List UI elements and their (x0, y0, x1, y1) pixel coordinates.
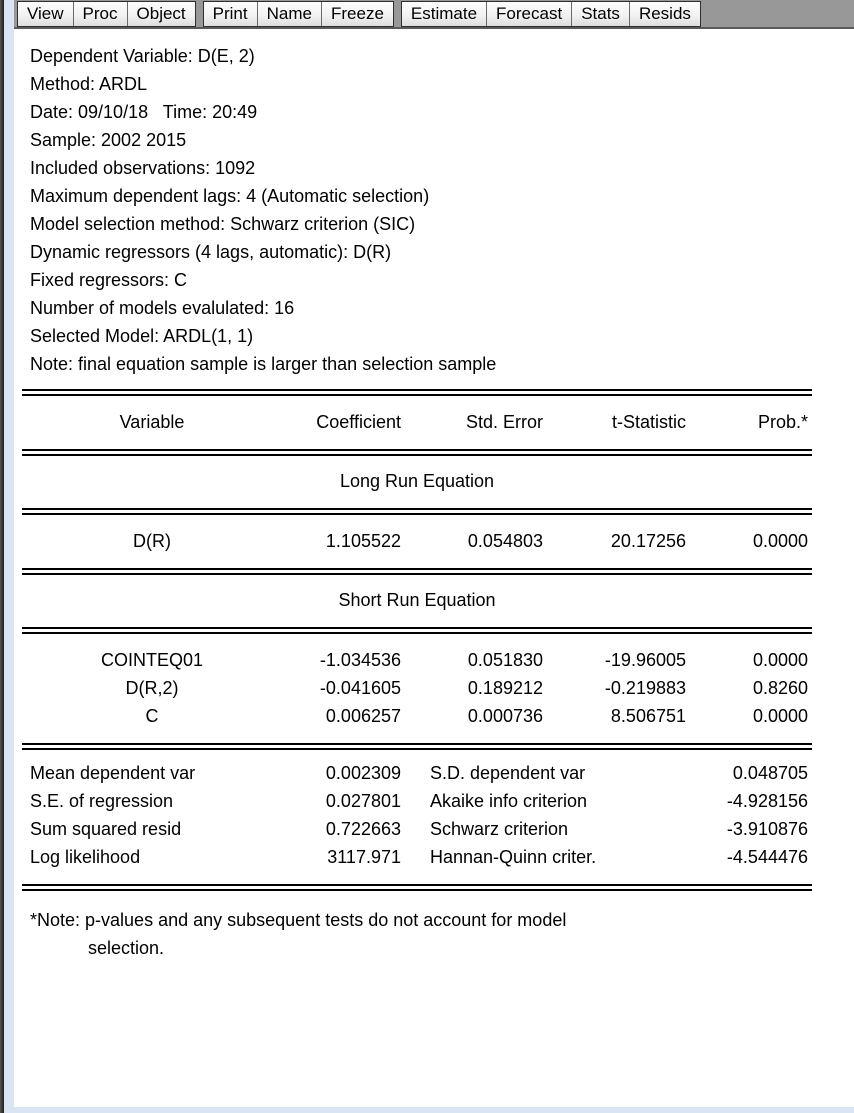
double-rule (22, 389, 812, 396)
estimate-button[interactable]: Estimate (402, 2, 487, 26)
summary-label: Akaike info criterion (430, 791, 588, 811)
toolbar-group-view (17, 1, 196, 27)
selected-model-line: Selected Model: ARDL(1, 1) (30, 326, 254, 346)
equation-header-info (14, 31, 854, 378)
double-rule (22, 449, 812, 456)
cell-coefficient: -0.041605 (319, 678, 401, 698)
summary-label: Hannan-Quinn criter. (430, 847, 597, 867)
short-run-rows (22, 634, 812, 743)
cell-coefficient: 1.105522 (325, 531, 401, 551)
models-evaluated-line: Number of models evalulated: 16 (30, 298, 295, 318)
table-row (22, 646, 812, 674)
method-line: Method: ARDL (30, 74, 148, 94)
col-header-coefficient: Coefficient (316, 412, 401, 432)
max-lags-line: Maximum dependent lags: 4 (Automatic selection) (30, 186, 430, 206)
object-button[interactable]: Object (128, 2, 195, 26)
dependent-variable-line: Dependent Variable: D(E, 2) (30, 46, 255, 66)
col-header-variable: Variable (119, 412, 185, 432)
cell-t-statistic: -19.96005 (604, 650, 686, 670)
double-rule (22, 508, 812, 515)
observations-line: Included observations: 1092 (30, 158, 256, 178)
fixed-regressors-line: Fixed regressors: C (30, 270, 188, 290)
summary-value: -4.544476 (726, 847, 808, 867)
summary-statistics (22, 750, 812, 884)
forecast-button[interactable]: Forecast (487, 2, 572, 26)
cell-prob: 0.8260 (752, 678, 808, 698)
summary-label: Sum squared resid (30, 819, 182, 839)
selection-method-line: Model selection method: Schwarz criterion (SIC) (30, 214, 416, 234)
print-button[interactable]: Print (204, 2, 258, 26)
cell-variable: D(R,2) (125, 678, 179, 698)
cell-coefficient: 0.006257 (325, 706, 401, 726)
table-row (22, 527, 812, 555)
sample-line: Sample: 2002 2015 (30, 130, 187, 150)
long-run-rows (22, 515, 812, 568)
double-rule (22, 884, 812, 891)
summary-label: Log likelihood (30, 847, 141, 867)
table-row (22, 702, 812, 730)
cell-prob: 0.0000 (752, 650, 808, 670)
dynamic-regressors-line: Dynamic regressors (4 lags, automatic): D(R) (30, 242, 392, 262)
cell-t-statistic: 20.17256 (610, 531, 686, 551)
footnote-line-2: selection. (88, 938, 165, 958)
summary-value: 0.027801 (325, 791, 401, 811)
cell-std-error: 0.054803 (467, 531, 543, 551)
summary-value: -3.910876 (726, 819, 808, 839)
results-table (22, 389, 812, 891)
toolbar (14, 0, 854, 29)
resids-button[interactable]: Resids (630, 2, 700, 26)
cell-prob: 0.0000 (752, 531, 808, 551)
short-run-section-title: Short Run Equation (338, 590, 496, 610)
cell-std-error: 0.189212 (467, 678, 543, 698)
summary-row (22, 815, 812, 843)
cell-t-statistic: 8.506751 (610, 706, 686, 726)
cell-variable: COINTEQ01 (100, 650, 204, 670)
cell-t-statistic: -0.219883 (604, 678, 686, 698)
model-selection-footnote (14, 891, 854, 962)
output-area (14, 31, 854, 962)
cell-variable: C (145, 706, 159, 726)
cell-std-error: 0.051830 (467, 650, 543, 670)
double-rule (22, 743, 812, 750)
summary-label: Mean dependent var (30, 763, 196, 783)
summary-row (22, 843, 812, 871)
summary-row (22, 759, 812, 787)
column-header-row (22, 396, 812, 449)
cell-variable: D(R) (133, 531, 171, 551)
summary-label: Schwarz criterion (430, 819, 569, 839)
summary-value: 0.048705 (732, 763, 808, 783)
summary-value: -4.928156 (726, 791, 808, 811)
table-row (22, 674, 812, 702)
cell-coefficient: -1.034536 (319, 650, 401, 670)
summary-label: S.E. of regression (30, 791, 174, 811)
view-button[interactable]: View (18, 2, 74, 26)
long-run-section-title: Long Run Equation (339, 471, 495, 491)
col-header-t-statistic: t-Statistic (611, 412, 686, 432)
col-header-prob: Prob.* (757, 412, 808, 432)
proc-button[interactable]: Proc (74, 2, 128, 26)
double-rule (22, 568, 812, 575)
footnote-line-1: *Note: p-values and any subsequent tests do not account for model (30, 910, 567, 930)
window-edge-blue-left (4, 0, 14, 1113)
note-line: Note: final equation sample is larger than selection sample (30, 354, 497, 374)
cell-std-error: 0.000736 (467, 706, 543, 726)
col-header-std-error: Std. Error (465, 412, 543, 432)
summary-row (22, 787, 812, 815)
summary-value: 0.002309 (325, 763, 401, 783)
summary-label: S.D. dependent var (430, 763, 586, 783)
toolbar-group-print (203, 1, 394, 27)
cell-prob: 0.0000 (752, 706, 808, 726)
summary-value: 3117.971 (327, 847, 401, 867)
window-edge-blue-bottom (14, 1107, 854, 1113)
toolbar-group-estimate (401, 1, 701, 27)
summary-value: 0.722663 (325, 819, 401, 839)
freeze-button[interactable]: Freeze (322, 2, 393, 26)
stats-button[interactable]: Stats (572, 2, 630, 26)
name-button[interactable]: Name (258, 2, 322, 26)
double-rule (22, 627, 812, 634)
date-time-line: Date: 09/10/18 Time: 20:49 (30, 102, 258, 122)
